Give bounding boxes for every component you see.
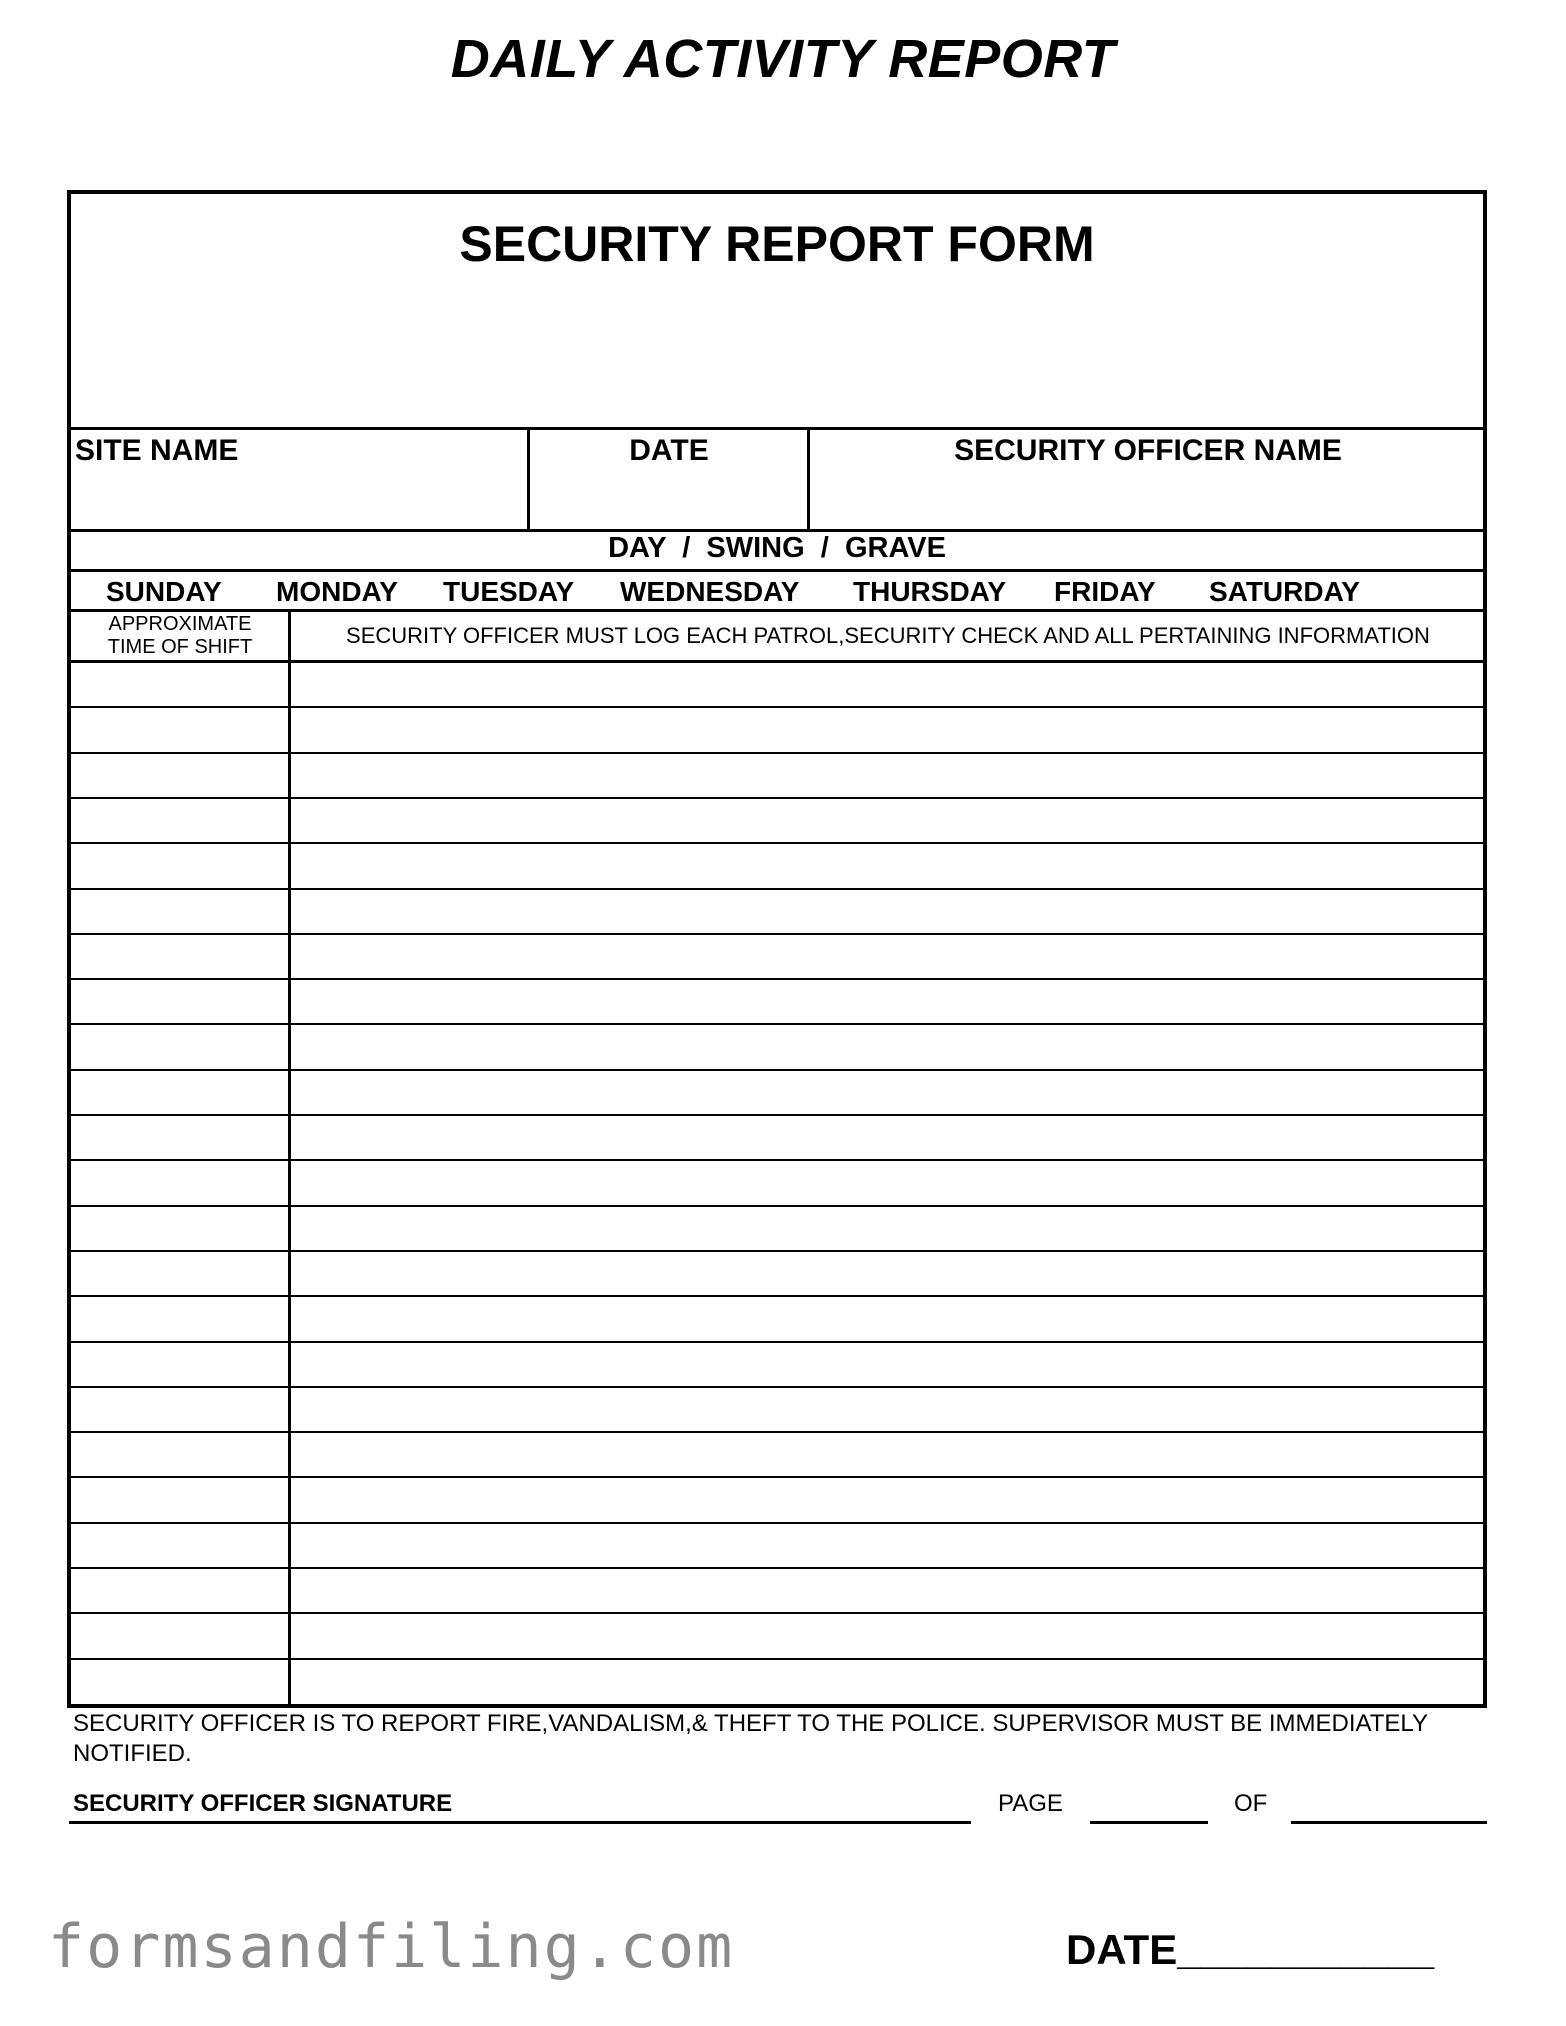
time-cell[interactable] — [71, 1523, 286, 1568]
day-saturday[interactable]: SATURDAY — [1209, 576, 1360, 607]
table-row — [71, 1296, 1483, 1341]
entry-column-header: SECURITY OFFICER MUST LOG EACH PATROL,SECURITY CHECK AND ALL PERTAINING INFORMATION — [346, 623, 1430, 648]
table-row — [71, 798, 1483, 843]
entry-cell[interactable] — [291, 1024, 1483, 1069]
table-row — [71, 1160, 1483, 1205]
day-wednesday[interactable]: WEDNESDAY — [620, 576, 800, 607]
table-row — [71, 662, 1483, 707]
table-row — [71, 1070, 1483, 1115]
time-cell[interactable] — [71, 1477, 286, 1522]
time-cell[interactable] — [71, 889, 286, 934]
entry-cell[interactable] — [291, 1659, 1483, 1704]
site-name-field[interactable] — [75, 440, 523, 524]
entry-cell[interactable] — [291, 889, 1483, 934]
page-label: PAGE — [998, 1790, 1063, 1817]
time-cell[interactable] — [71, 979, 286, 1024]
time-cell[interactable] — [71, 707, 286, 752]
entry-cell[interactable] — [291, 662, 1483, 707]
table-row — [71, 1342, 1483, 1387]
table-row — [71, 1659, 1483, 1704]
shift-options[interactable]: DAY / SWING / GRAVE — [608, 532, 946, 564]
notice-line-2: NOTIFIED. — [73, 1740, 192, 1767]
table-row — [71, 1568, 1483, 1613]
entry-cell[interactable] — [291, 1477, 1483, 1522]
time-cell[interactable] — [71, 1024, 286, 1069]
entry-cell[interactable] — [291, 1251, 1483, 1296]
time-cell[interactable] — [71, 934, 286, 979]
bottom-date: DATE___________ — [1066, 1926, 1435, 1973]
time-cell[interactable] — [71, 1296, 286, 1341]
document-title: DAILY ACTIVITY REPORT — [450, 29, 1116, 89]
time-cell[interactable] — [71, 1070, 286, 1115]
divider — [67, 609, 1487, 612]
time-cell[interactable] — [71, 1659, 286, 1704]
entry-cell[interactable] — [291, 753, 1483, 798]
table-row — [71, 1387, 1483, 1432]
time-cell[interactable] — [71, 753, 286, 798]
day-tuesday[interactable]: TUESDAY — [443, 576, 575, 607]
form-title: SECURITY REPORT FORM — [459, 216, 1095, 272]
day-friday[interactable]: FRIDAY — [1054, 576, 1156, 607]
entry-cell[interactable] — [291, 1568, 1483, 1613]
page-total-field[interactable] — [1291, 1821, 1487, 1824]
notice-line-1: SECURITY OFFICER IS TO REPORT FIRE,VANDALISM,& THEFT TO THE POLICE. SUPERVISOR MUST BE IMMEDIATELY — [73, 1710, 1428, 1737]
entry-cell[interactable] — [291, 1387, 1483, 1432]
table-row — [71, 1251, 1483, 1296]
table-row — [71, 1206, 1483, 1251]
table-row — [71, 843, 1483, 888]
table-row — [71, 889, 1483, 934]
date-field[interactable] — [533, 470, 803, 524]
table-row — [71, 934, 1483, 979]
time-cell[interactable] — [71, 1613, 286, 1658]
entry-cell[interactable] — [291, 934, 1483, 979]
entry-cell[interactable] — [291, 1296, 1483, 1341]
table-row — [71, 707, 1483, 752]
table-row — [71, 979, 1483, 1024]
entry-cell[interactable] — [291, 798, 1483, 843]
signature-line[interactable] — [69, 1821, 971, 1824]
entry-cell[interactable] — [291, 979, 1483, 1024]
entry-cell[interactable] — [291, 1432, 1483, 1477]
entry-cell[interactable] — [291, 1070, 1483, 1115]
day-thursday[interactable]: THURSDAY — [853, 576, 1006, 607]
time-cell[interactable] — [71, 1115, 286, 1160]
time-cell[interactable] — [71, 1342, 286, 1387]
table-row — [71, 1523, 1483, 1568]
date-label: DATE — [629, 434, 709, 467]
officer-name-label: SECURITY OFFICER NAME — [954, 434, 1342, 467]
entry-cell[interactable] — [291, 843, 1483, 888]
table-row — [71, 1432, 1483, 1477]
time-cell[interactable] — [71, 662, 286, 707]
table-row — [71, 1024, 1483, 1069]
signature-label: SECURITY OFFICER SIGNATURE — [73, 1790, 453, 1817]
entry-cell[interactable] — [291, 1342, 1483, 1387]
time-cell[interactable] — [71, 1206, 286, 1251]
officer-name-field[interactable] — [813, 470, 1481, 524]
table-row — [71, 753, 1483, 798]
day-monday[interactable]: MONDAY — [276, 576, 398, 607]
entry-cell[interactable] — [291, 1523, 1483, 1568]
table-row — [71, 1115, 1483, 1160]
entry-cell[interactable] — [291, 1115, 1483, 1160]
table-row — [71, 1613, 1483, 1658]
time-cell[interactable] — [71, 843, 286, 888]
of-label: OF — [1234, 1790, 1268, 1817]
time-cell[interactable] — [71, 1251, 286, 1296]
time-cell[interactable] — [71, 798, 286, 843]
table-row — [71, 1477, 1483, 1522]
entry-cell[interactable] — [291, 1613, 1483, 1658]
divider — [67, 569, 1487, 572]
page-number-field[interactable] — [1090, 1821, 1208, 1824]
day-sunday[interactable]: SUNDAY — [106, 576, 222, 607]
time-cell[interactable] — [71, 1568, 286, 1613]
time-cell[interactable] — [71, 1160, 286, 1205]
site-name-label: SITE NAME — [75, 434, 239, 467]
time-cell[interactable] — [71, 1387, 286, 1432]
watermark: formsandfiling.com — [48, 1912, 735, 1982]
entry-cell[interactable] — [291, 1160, 1483, 1205]
entry-cell[interactable] — [291, 707, 1483, 752]
divider — [67, 427, 1487, 430]
entry-cell[interactable] — [291, 1206, 1483, 1251]
time-cell[interactable] — [71, 1432, 286, 1477]
time-column-header: APPROXIMATE TIME OF SHIFT — [107, 613, 253, 658]
